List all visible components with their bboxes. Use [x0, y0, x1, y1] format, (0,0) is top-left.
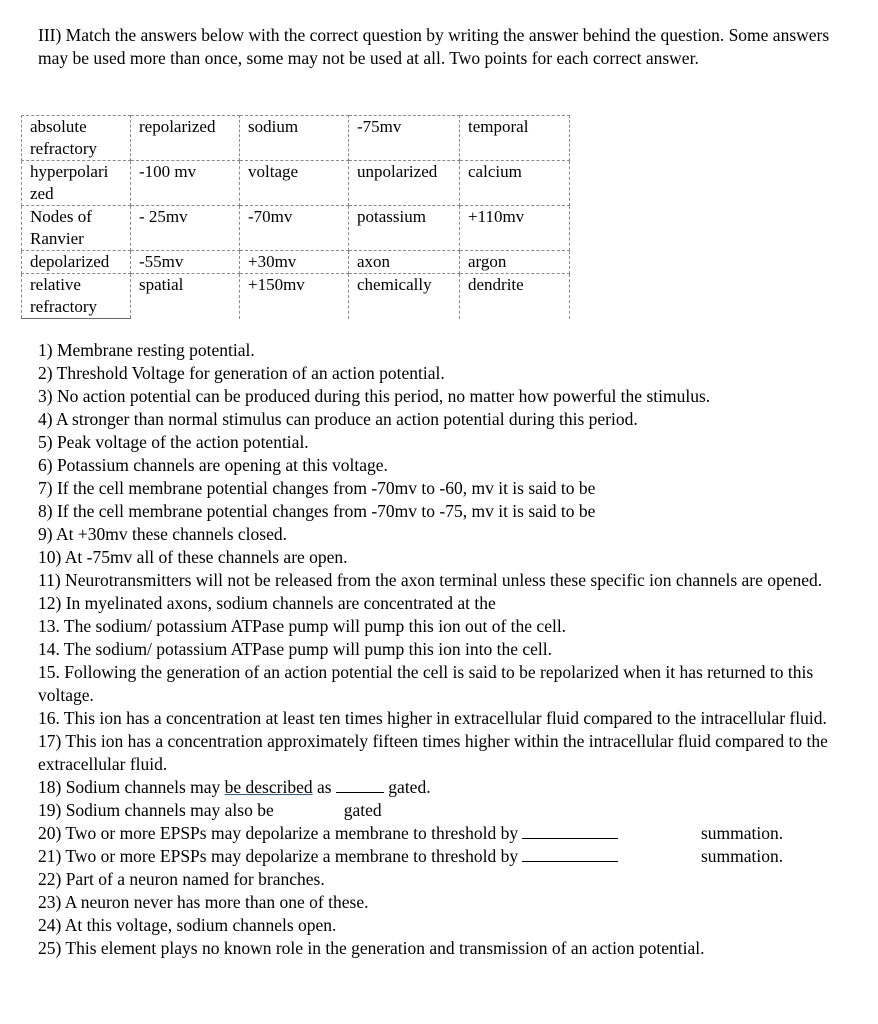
question-10: 10) At -75mv all of these channels are open. [38, 547, 348, 567]
table-cell: chemically [349, 274, 460, 319]
instructions: III) Match the answers below with the correct question by writing the answer behind the question. Some answers may be used more than once, some may not be used at all. Two points for each correct answer. [38, 25, 830, 68]
table-cell: -70mv [240, 206, 349, 251]
question-2: 2) Threshold Voltage for generation of an action potential. [38, 363, 445, 383]
table-cell: - 25mv [131, 206, 240, 251]
question-13: 13. The sodium/ potassium ATPase pump will pump this ion out of the cell. [38, 616, 567, 636]
answer-blank[interactable] [336, 777, 384, 793]
question-22: 22) Part of a neuron named for branches. [38, 869, 325, 889]
table-cell [22, 161, 131, 206]
table-row [22, 206, 570, 251]
question-18-text-as: as [316, 777, 332, 797]
table-row [22, 161, 570, 206]
question-7: 7) If the cell membrane potential changes from -70mv to -60, mv it is said to be [38, 478, 596, 498]
question-8: 8) If the cell membrane potential changes from -70mv to -75, mv it is said to be [38, 501, 596, 521]
table-cell: repolarized [131, 116, 240, 161]
question-14: 14. The sodium/ potassium ATPase pump will pump this ion into the cell. [38, 639, 552, 659]
question-17: 17) This ion has a concentration approximately fifteen times higher within the intracellular fluid compared to the extracellular fluid. [38, 731, 828, 774]
table-cell: absolute refractory [22, 116, 131, 161]
question-15: 15. Following the generation of an action potential the cell is said to be repolarized when it has returned to this voltage. [38, 662, 814, 705]
table-cell: relative refractory [22, 274, 131, 319]
table-cell: spatial [131, 274, 240, 319]
table-cell: Nodes of Ranvier [22, 206, 131, 251]
question-12: 12) In myelinated axons, sodium channels are concentrated at the [38, 593, 496, 613]
question-21-summation: summation. [701, 846, 784, 866]
table-cell: potassium [349, 206, 460, 251]
table-cell: -75mv [349, 116, 460, 161]
question-21 [38, 845, 838, 868]
table-cell: dendrite [460, 274, 570, 319]
question-18-text-gated: gated. [388, 777, 431, 797]
table-cell: -100 mv [131, 161, 240, 206]
table-cell: voltage [240, 161, 349, 206]
table-row [22, 274, 570, 319]
question-19-text: 19) Sodium channels may also be [38, 800, 274, 820]
question-18-text: 18) Sodium channels may [38, 777, 221, 797]
table-cell: argon [460, 251, 570, 274]
question-24: 24) At this voltage, sodium channels open. [38, 915, 337, 935]
question-4: 4) A stronger than normal stimulus can produce an action potential during this period. [38, 409, 638, 429]
question-23: 23) A neuron never has more than one of these. [38, 892, 369, 912]
table-cell-line: zed [30, 184, 54, 203]
question-19-text-gated: gated [343, 800, 382, 820]
table-cell: axon [349, 251, 460, 274]
table-cell: +150mv [240, 274, 349, 319]
question-20 [38, 822, 838, 845]
table-cell: +30mv [240, 251, 349, 274]
question-3: 3) No action potential can be produced during this period, no matter how powerful the stimulus. [38, 386, 711, 406]
answer-blank[interactable] [522, 823, 618, 839]
table-row [22, 251, 570, 274]
table-row [22, 116, 570, 161]
table-cell: sodium [240, 116, 349, 161]
answer-blank[interactable] [522, 846, 618, 862]
question-18-underlined-text: be described [224, 777, 313, 797]
table-cell-line: hyperpolari [30, 162, 109, 181]
question-20-summation: summation. [701, 823, 784, 843]
question-21-text: 21) Two or more EPSPs may depolarize a membrane to threshold by [38, 846, 519, 866]
table-cell: +110mv [460, 206, 570, 251]
answer-table [21, 115, 570, 319]
table-cell: depolarized [22, 251, 131, 274]
question-18 [38, 776, 838, 799]
question-20-text: 20) Two or more EPSPs may depolarize a membrane to threshold by [38, 823, 519, 843]
question-1: 1) Membrane resting potential. [38, 340, 255, 360]
table-cell: unpolarized [349, 161, 460, 206]
question-25: 25) This element plays no known role in the generation and transmission of an action potential. [38, 938, 705, 958]
question-19 [38, 799, 838, 822]
table-cell: calcium [460, 161, 570, 206]
table-cell: -55mv [131, 251, 240, 274]
question-6: 6) Potassium channels are opening at this voltage. [38, 455, 388, 475]
question-list [38, 339, 838, 960]
table-cell: temporal [460, 116, 570, 161]
question-9: 9) At +30mv these channels closed. [38, 524, 287, 544]
question-5: 5) Peak voltage of the action potential. [38, 432, 309, 452]
question-16: 16. This ion has a concentration at least ten times higher in extracellular fluid compared to the intracellular fluid. [38, 708, 827, 728]
question-11: 11) Neurotransmitters will not be released from the axon terminal unless these specific ion channels are opened. [38, 570, 823, 590]
